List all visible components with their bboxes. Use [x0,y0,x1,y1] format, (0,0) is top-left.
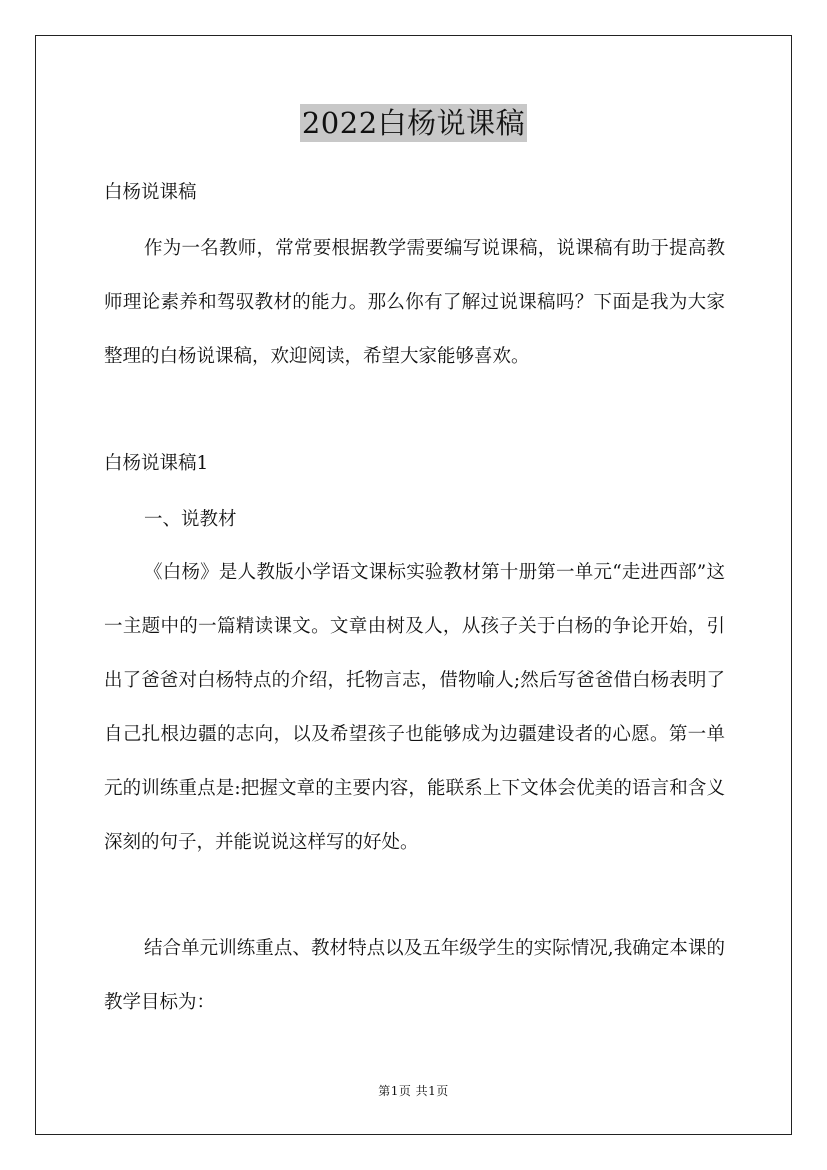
document-title: 2022白杨说课稿 [301,106,526,140]
section-heading: 白杨说课稿 [104,182,197,203]
body-paragraph: 结合单元训练重点、教材特点以及五年级学生的实际情况,我确定本课的教学目标为： [104,938,725,1013]
body-paragraph: 《白杨》是人教版小学语文课标实验教材第十册第一单元“走进西部”这一主题中的一篇精读课文。文章由树及人，从孩子关于白杨的争论开始，引出了爸爸对白杨特点的介绍，托物言志，借物喻人;然后写爸爸借白杨表明了自己扎根边疆的志向，以及希望孩子也能够成为边疆建设者的心愿。第一单元的训练重点是:把握文章的主要内容，能联系上下文体会优美的语言和含义深刻的句子，并能说说这样写的好处。 [104,562,725,853]
page-footer: 第1页 共1页 [378,1084,449,1098]
title-container [0,104,827,142]
outline-heading: 一、说教材 [144,509,237,530]
subsection-heading: 白杨说课稿1 [104,453,209,474]
intro-paragraph: 作为一名教师，常常要根据教学需要编写说课稿，说课稿有助于提高教师理论素养和驾驭教材的能力。那么你有了解过说课稿吗？下面是我为大家整理的白杨说课稿，欢迎阅读，希望大家能够喜欢。 [104,238,725,367]
